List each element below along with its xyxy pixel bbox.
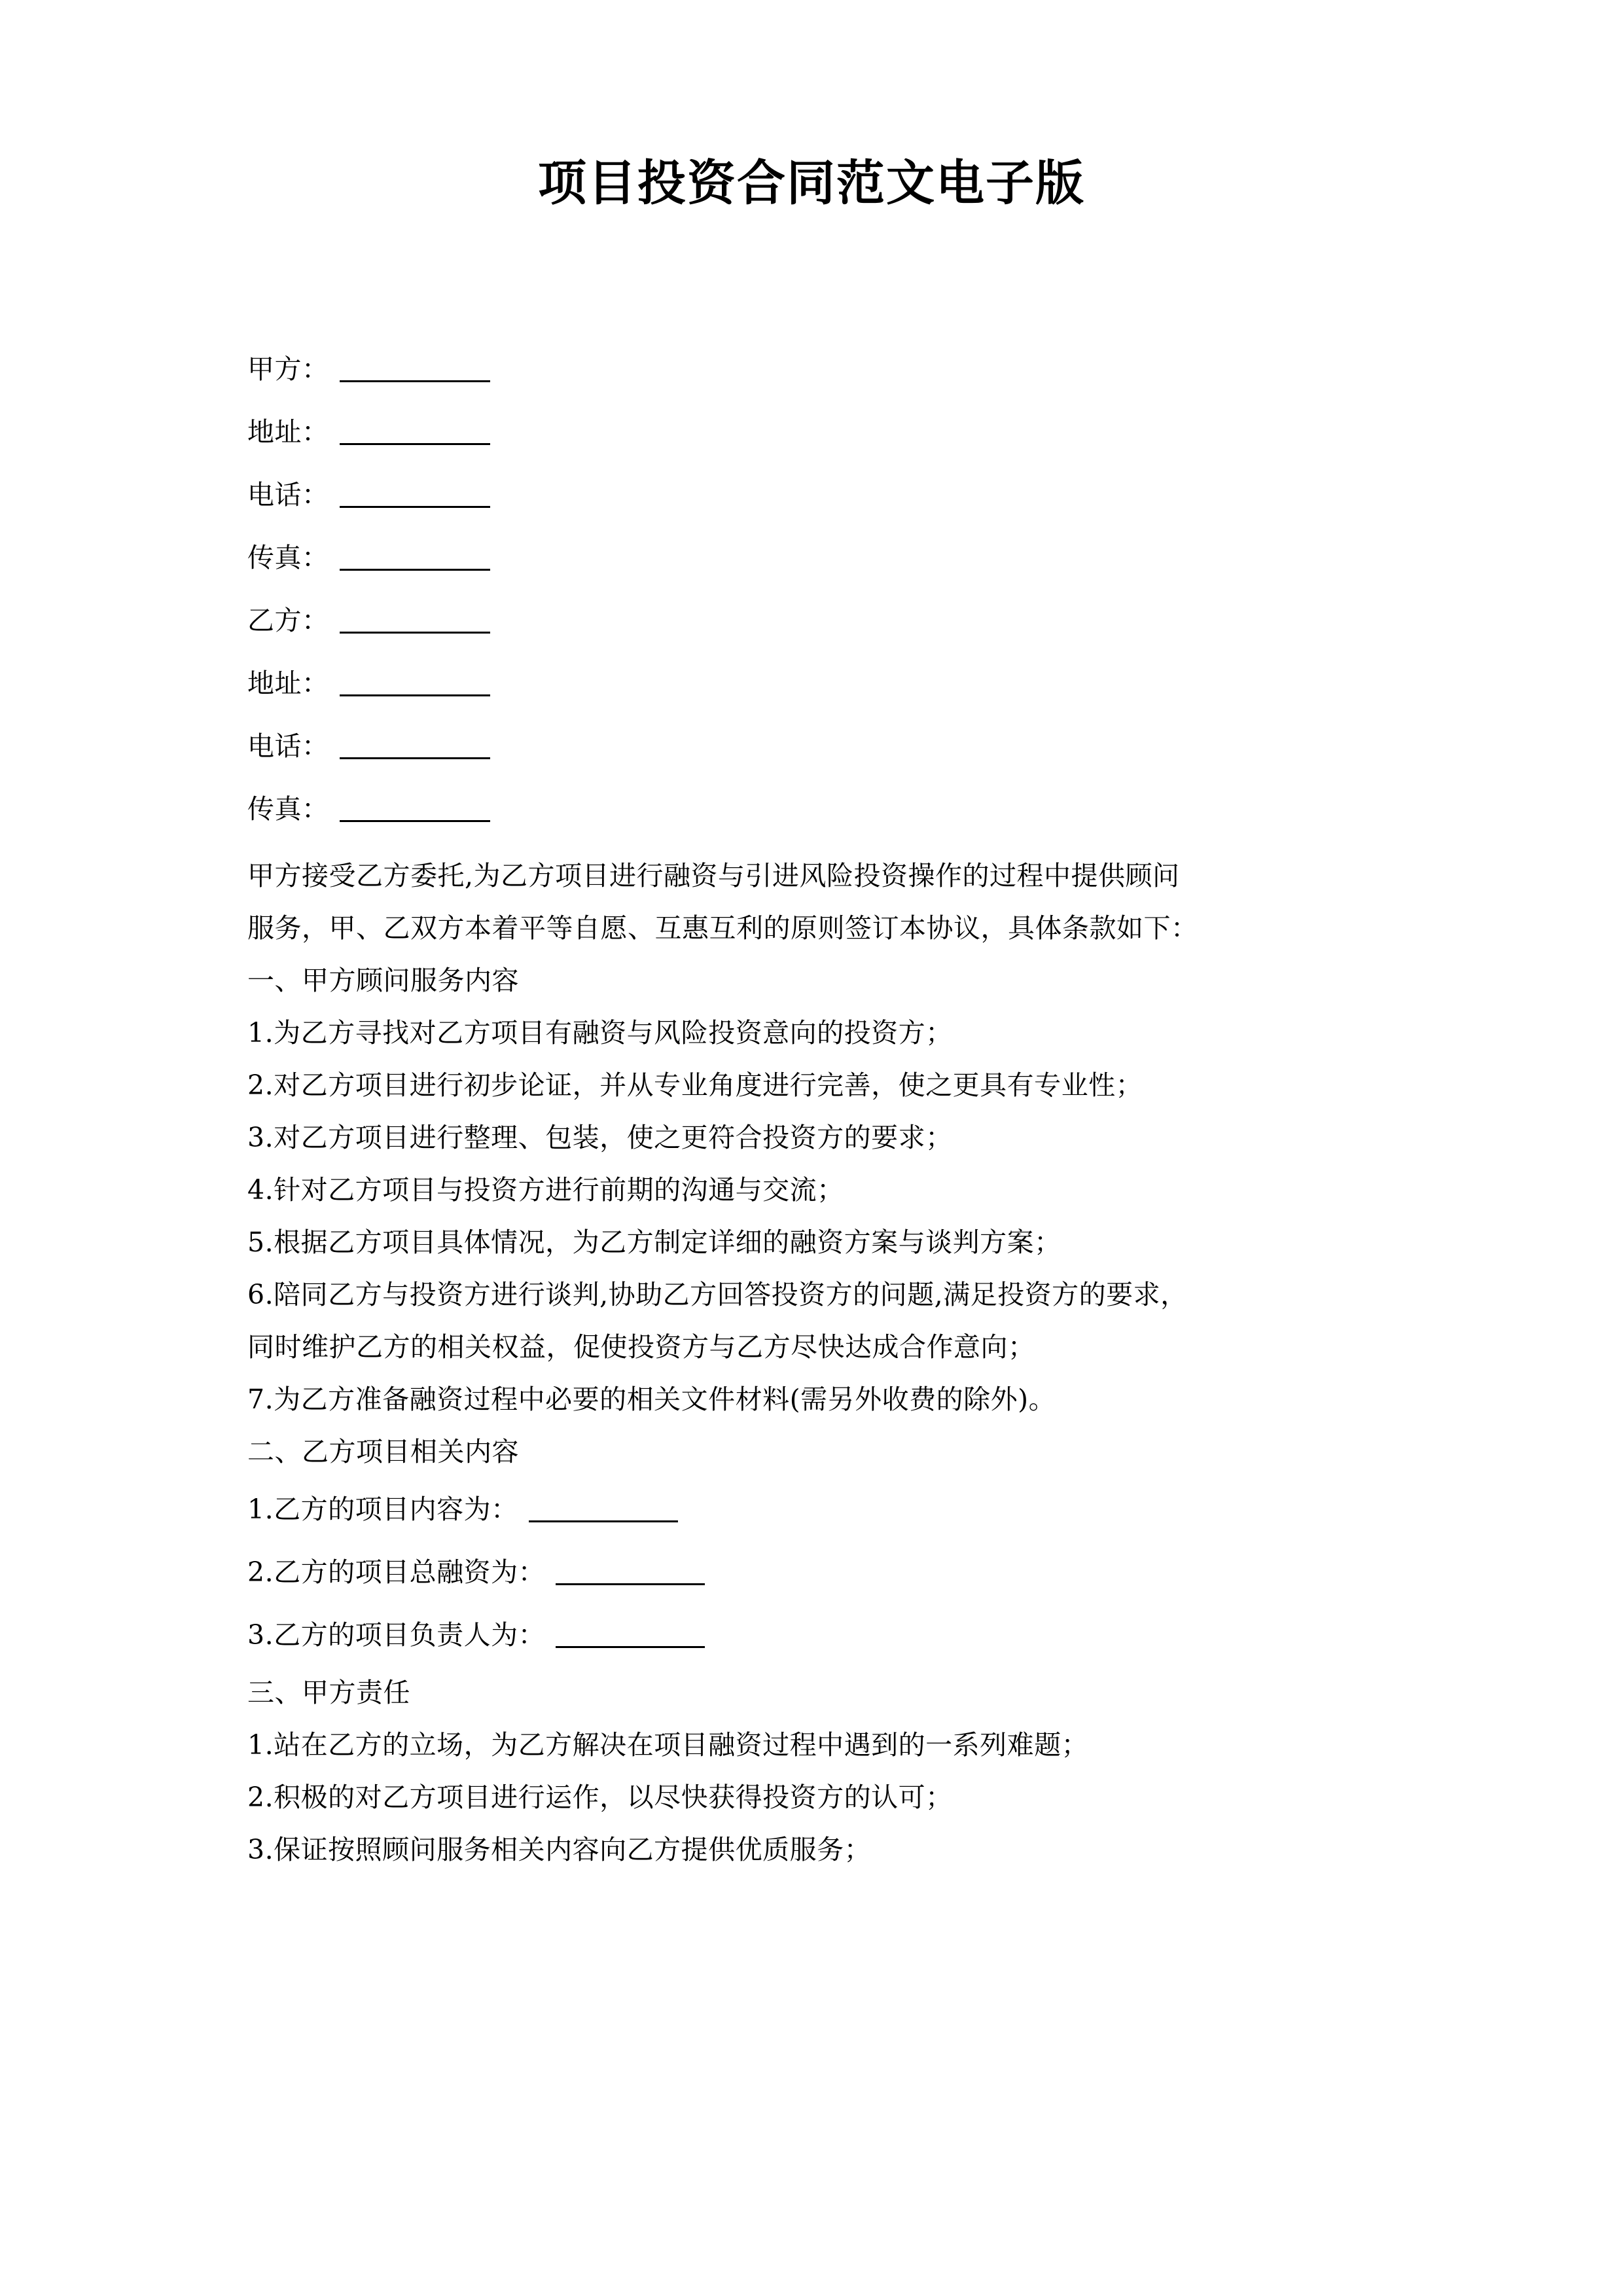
- form-row-party-a: [247, 338, 1380, 401]
- section-1-item-1: 1.为乙方寻找对乙方项目有融资与风险投资意向的投资方；: [247, 1017, 953, 1049]
- section-heading-3: 三、甲方责任: [247, 1677, 410, 1708]
- form-label-address-a: 地址：: [247, 416, 329, 448]
- section-1-item-2: 2.对乙方项目进行初步论证，并从专业角度进行完善，使之更具有专业性；: [247, 1069, 1143, 1101]
- document-body: [247, 338, 1380, 1876]
- page-title: 项目投资合同范文电子版: [538, 155, 1085, 211]
- form-label-address-b: 地址：: [247, 668, 329, 699]
- section-1-item-6-line-1: 6.陪同乙方与投资方进行谈判,协助乙方回答投资方的问题,满足投资方的要求，: [247, 1279, 1188, 1310]
- form-row-address-a: [247, 401, 1380, 463]
- form-blank-phone-a[interactable]: [340, 505, 490, 508]
- form-label-party-a: 甲方：: [247, 353, 329, 385]
- section-2-item-2-label: 2.乙方的项目总融资为：: [247, 1556, 546, 1588]
- form-label-party-b: 乙方：: [247, 605, 329, 636]
- section-2-item-2-blank[interactable]: [556, 1583, 705, 1585]
- section-heading-1: 一、甲方顾问服务内容: [247, 965, 519, 996]
- spacer: [247, 840, 1380, 850]
- form-row-address-b: [247, 652, 1380, 715]
- section-1-item-6-line-2: 同时维护乙方的相关权益，促使投资方与乙方尽快达成合作意向；: [247, 1331, 1035, 1363]
- section-2-item-1-blank[interactable]: [529, 1520, 678, 1522]
- section-2-item-3-label: 3.乙方的项目负责人为：: [247, 1619, 546, 1651]
- form-blank-phone-b[interactable]: [340, 757, 490, 759]
- form-label-fax-a: 传真：: [247, 542, 329, 573]
- section-1-item-4: 4.针对乙方项目与投资方进行前期的沟通与交流；: [247, 1174, 844, 1206]
- section-2-item-3-blank[interactable]: [556, 1645, 705, 1648]
- section-3-item-3: 3.保证按照顾问服务相关内容向乙方提供优质服务；: [247, 1834, 872, 1865]
- section-2-item-2: [247, 1541, 1380, 1604]
- form-blank-address-a[interactable]: [340, 442, 490, 445]
- section-1-item-3: 3.对乙方项目进行整理、包装，使之更符合投资方的要求；: [247, 1122, 953, 1153]
- section-3-item-1: 1.站在乙方的立场，为乙方解决在项目融资过程中遇到的一系列难题；: [247, 1729, 1089, 1761]
- preamble-line-1: 甲方接受乙方委托,为乙方项目进行融资与引进风险投资操作的过程中提供顾问: [247, 860, 1180, 891]
- form-blank-fax-a[interactable]: [340, 568, 490, 571]
- form-label-fax-b: 传真：: [247, 793, 329, 825]
- form-label-phone-a: 电话：: [247, 479, 329, 511]
- form-row-fax-b: [247, 778, 1380, 840]
- preamble-line-2: 服务，甲、乙双方本着平等自愿、互惠互利的原则签订本协议，具体条款如下：: [247, 912, 1198, 944]
- form-row-phone-a: [247, 463, 1380, 526]
- form-row-party-b: [247, 589, 1380, 652]
- form-blank-party-b[interactable]: [340, 631, 490, 634]
- form-blank-address-b[interactable]: [340, 694, 490, 696]
- form-label-phone-b: 电话：: [247, 730, 329, 762]
- form-blank-fax-b[interactable]: [340, 819, 490, 822]
- section-1-item-5: 5.根据乙方项目具体情况，为乙方制定详细的融资方案与谈判方案；: [247, 1227, 1061, 1258]
- section-heading-2: 二、乙方项目相关内容: [247, 1436, 519, 1467]
- section-1-item-7: 7.为乙方准备融资过程中必要的相关文件材料(需另外收费的除外)。: [247, 1384, 1056, 1415]
- form-blank-party-a[interactable]: [340, 380, 490, 382]
- section-2-item-1: [247, 1478, 1380, 1541]
- section-2-item-1-label: 1.乙方的项目内容为：: [247, 1494, 518, 1525]
- section-3-item-2: 2.积极的对乙方项目进行运作，以尽快获得投资方的认可；: [247, 1782, 953, 1813]
- form-row-fax-a: [247, 526, 1380, 589]
- form-row-phone-b: [247, 715, 1380, 778]
- section-2-item-3: [247, 1604, 1380, 1666]
